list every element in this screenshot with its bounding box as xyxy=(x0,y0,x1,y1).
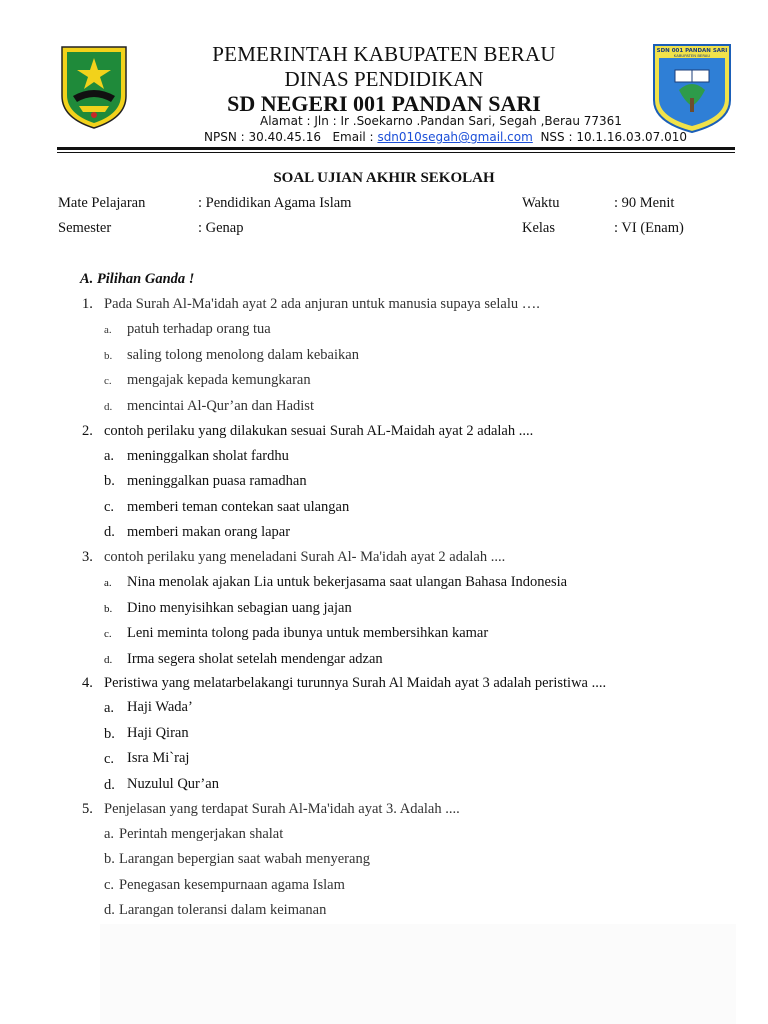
option-text: meninggalkan puasa ramadhan xyxy=(127,473,307,489)
option-text: Dino menyisihkan sebagian uang jajan xyxy=(127,600,352,616)
option-letter: a. xyxy=(104,826,115,842)
school-logo-subtext: KABUPATEN BERAU xyxy=(673,53,711,58)
question-text: Pada Surah Al-Ma'idah ayat 2 ada anjuran untuk manusia supaya selalu …. xyxy=(104,296,540,312)
option-text: Larangan bepergian saat wabah menyerang xyxy=(119,851,370,867)
school-address: Alamat : Jln : Ir .Soekarno .Pandan Sari, Segah ,Berau 77361 xyxy=(260,114,622,128)
exam-title: SOAL UJIAN AKHIR SEKOLAH xyxy=(273,170,495,186)
time-value: : 90 Menit xyxy=(614,195,675,211)
option-letter: b. xyxy=(104,603,113,615)
option-letter: d. xyxy=(104,902,115,918)
option-text: patuh terhadap orang tua xyxy=(127,321,271,337)
email-link[interactable]: sdn010segah@gmail.com xyxy=(377,130,533,144)
class-label: Kelas xyxy=(522,220,556,236)
semester-value: : Genap xyxy=(198,220,244,236)
option-text: Irma segera sholat setelah mendengar adzan xyxy=(127,651,383,667)
option-letter: b. xyxy=(104,726,115,742)
option-letter: c. xyxy=(104,375,112,387)
option-letter: d. xyxy=(104,777,115,793)
option-text: Perintah mengerjakan shalat xyxy=(119,826,284,842)
question-number: 2. xyxy=(82,423,93,439)
option-letter: c. xyxy=(104,751,115,767)
option-text: Nuzulul Qur’an xyxy=(127,776,219,792)
option-text: meninggalkan sholat fardhu xyxy=(127,448,289,464)
question-number: 3. xyxy=(82,549,93,565)
option-letter: d. xyxy=(104,654,113,666)
question-text: contoh perilaku yang meneladani Surah Al- Ma'idah ayat 2 adalah .... xyxy=(104,549,506,565)
option-text: Leni meminta tolong pada ibunya untuk membersihkan kamar xyxy=(127,625,489,641)
question-number: 1. xyxy=(82,296,93,312)
question-text: contoh perilaku yang dilakukan sesuai Surah AL-Maidah ayat 2 adalah .... xyxy=(104,423,534,439)
option-text: Penegasan kesempurnaan agama Islam xyxy=(119,877,345,893)
option-text: mengajak kepada kemungkaran xyxy=(127,372,311,388)
question-number: 5. xyxy=(82,801,93,817)
option-letter: a. xyxy=(104,577,112,589)
government-title: PEMERINTAH KABUPATEN BERAU xyxy=(212,42,556,66)
semester-label: Semester xyxy=(58,220,112,236)
section-heading: A. Pilihan Ganda ! xyxy=(80,271,195,287)
npsn: NPSN : 30.40.45.16 xyxy=(204,130,321,144)
option-letter: a. xyxy=(104,700,115,716)
option-letter: c. xyxy=(104,499,115,515)
option-text: Haji Qiran xyxy=(127,725,189,741)
option-letter: d. xyxy=(104,524,115,540)
option-letter: b. xyxy=(104,851,115,867)
email-label: Email : xyxy=(332,130,374,144)
nss: NSS : 10.1.16.03.07.010 xyxy=(540,130,688,144)
option-letter: c. xyxy=(104,628,112,640)
option-text: saling tolong menolong dalam kebaikan xyxy=(127,347,359,363)
subject-label: Mate Pelajaran xyxy=(58,195,146,211)
page-bottom-area xyxy=(100,924,736,1024)
class-value: : VI (Enam) xyxy=(614,220,684,236)
header-divider-thick xyxy=(57,147,735,150)
option-text: Haji Wada’ xyxy=(127,699,193,715)
question-text: Penjelasan yang terdapat Surah Al-Ma'idah ayat 3. Adalah .... xyxy=(104,801,460,817)
option-text: Larangan toleransi dalam keimanan xyxy=(119,902,327,918)
option-text: Isra Mi`raj xyxy=(127,750,190,766)
option-letter: c. xyxy=(104,877,115,893)
option-text: memberi teman contekan saat ulangan xyxy=(127,499,350,515)
school-name: SD NEGERI 001 PANDAN SARI xyxy=(227,91,541,116)
option-letter: a. xyxy=(104,448,115,464)
subject-value: : Pendidikan Agama Islam xyxy=(198,195,352,211)
option-text: mencintai Al-Qur’an dan Hadist xyxy=(127,398,314,414)
option-letter: d. xyxy=(104,401,113,413)
school-identifiers xyxy=(204,130,687,144)
option-letter: b. xyxy=(104,473,115,489)
question-text: Peristiwa yang melatarbelakangi turunnya Surah Al Maidah ayat 3 adalah peristiwa .... xyxy=(104,675,607,691)
question-number: 4. xyxy=(82,675,93,691)
option-letter: b. xyxy=(104,350,113,362)
school-logo-text: SDN 001 PANDAN SARI xyxy=(656,48,728,54)
header-divider-thin xyxy=(57,152,735,153)
option-text: Nina menolak ajakan Lia untuk bekerjasama saat ulangan Bahasa Indonesia xyxy=(127,574,568,590)
department-title: DINAS PENDIDIKAN xyxy=(284,67,484,91)
option-text: memberi makan orang lapar xyxy=(127,524,291,540)
option-letter: a. xyxy=(104,324,112,336)
time-label: Waktu xyxy=(522,195,560,211)
